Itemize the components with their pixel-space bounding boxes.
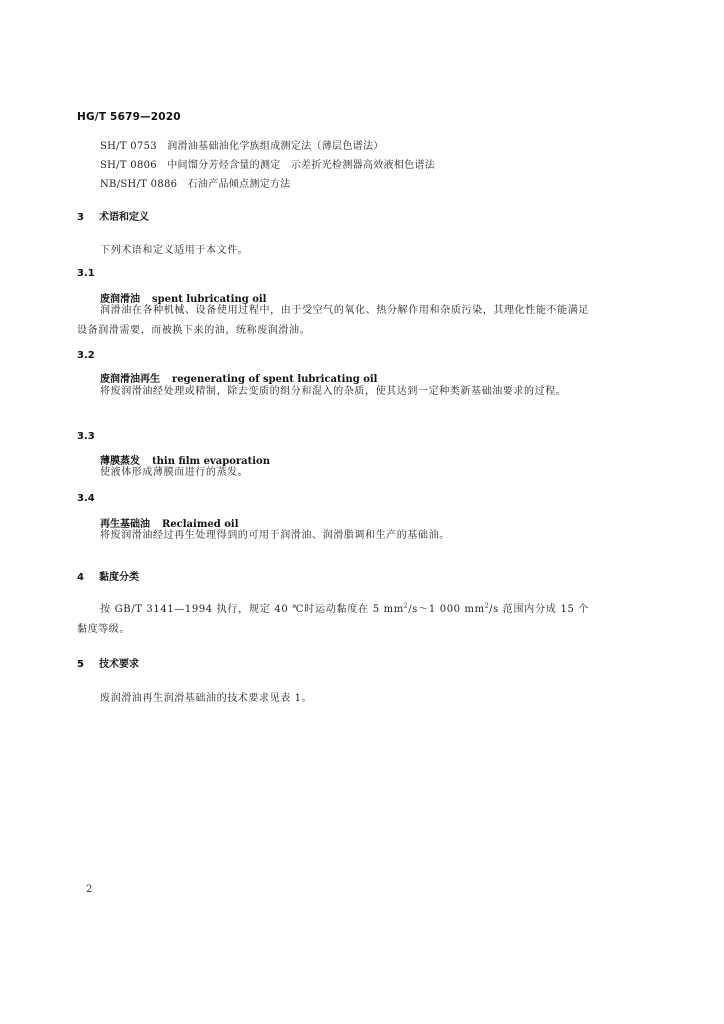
term-zh: 再生基础油 — [100, 519, 150, 530]
section-heading — [77, 655, 139, 670]
section-heading — [77, 208, 149, 223]
term-number: 3.1 — [77, 268, 95, 279]
section-title: 术语和定义 — [99, 212, 149, 223]
page-number: 2 — [86, 884, 93, 895]
superscript: 2 — [403, 602, 409, 610]
term-definition: 使液体形成薄膜而进行的蒸发。 — [100, 467, 249, 478]
viscosity-text-2: /s～1 000 mm — [408, 604, 485, 615]
document-code: HG/T 5679—2020 — [77, 111, 181, 123]
viscosity-text-1: 按 GB/T 3141—1994 执行，规定 40 ℃时运动黏度在 5 mm — [100, 604, 404, 615]
term-en: thin film evaporation — [152, 456, 270, 467]
section-heading — [77, 568, 139, 583]
term-number: 3.4 — [77, 493, 95, 504]
reference-item: NB/SH/T 0886 石油产品倾点测定方法 — [100, 179, 291, 190]
term-en: regenerating of spent lubricating oil — [172, 374, 378, 385]
term-zh: 废润滑油再生 — [100, 374, 160, 385]
section-paragraph — [77, 600, 589, 640]
section-intro: 下列术语和定义适用于本文件。 — [100, 245, 249, 256]
superscript: 2 — [484, 602, 490, 610]
section-title: 黏度分类 — [99, 572, 139, 583]
section-title: 技术要求 — [99, 659, 139, 670]
section-number: 3 — [77, 212, 84, 223]
section-paragraph: 废润滑油再生润滑基础油的技术要求见表 1。 — [100, 693, 313, 704]
reference-item: SH/T 0806 中间馏分芳烃含量的测定 示差折光检测器高效液相色谱法 — [100, 160, 436, 171]
term-definition: 润滑油在各种机械、设备使用过程中，由于受空气的氧化、热分解作用和杂质污染，其理化性能不能满足设备润滑需要，而被换下来的油，统称废润滑油。 — [77, 305, 589, 336]
reference-item: SH/T 0753 润滑油基础油化学族组成测定法（薄层色谱法） — [100, 141, 384, 152]
term-number: 3.2 — [77, 350, 95, 361]
section-number: 4 — [77, 572, 84, 583]
term-definition: 将废润滑油经处理或精制，除去变质的组分和混入的杂质，使其达到一定种类新基础油要求的过程。 — [100, 386, 567, 397]
term-zh: 薄膜蒸发 — [100, 456, 140, 467]
section-number: 5 — [77, 659, 84, 670]
term-number: 3.3 — [77, 431, 95, 442]
term-definition: 将废润滑油经过再生处理得到的可用于润滑油、润滑脂调和生产的基础油。 — [100, 530, 450, 541]
term-en: Reclaimed oil — [162, 519, 239, 530]
term-zh: 废润滑油 — [100, 294, 140, 305]
viscosity-text-3: /s 范围内分成 15 个黏度等级。 — [77, 604, 589, 635]
term-en: spent lubricating oil — [152, 294, 267, 305]
